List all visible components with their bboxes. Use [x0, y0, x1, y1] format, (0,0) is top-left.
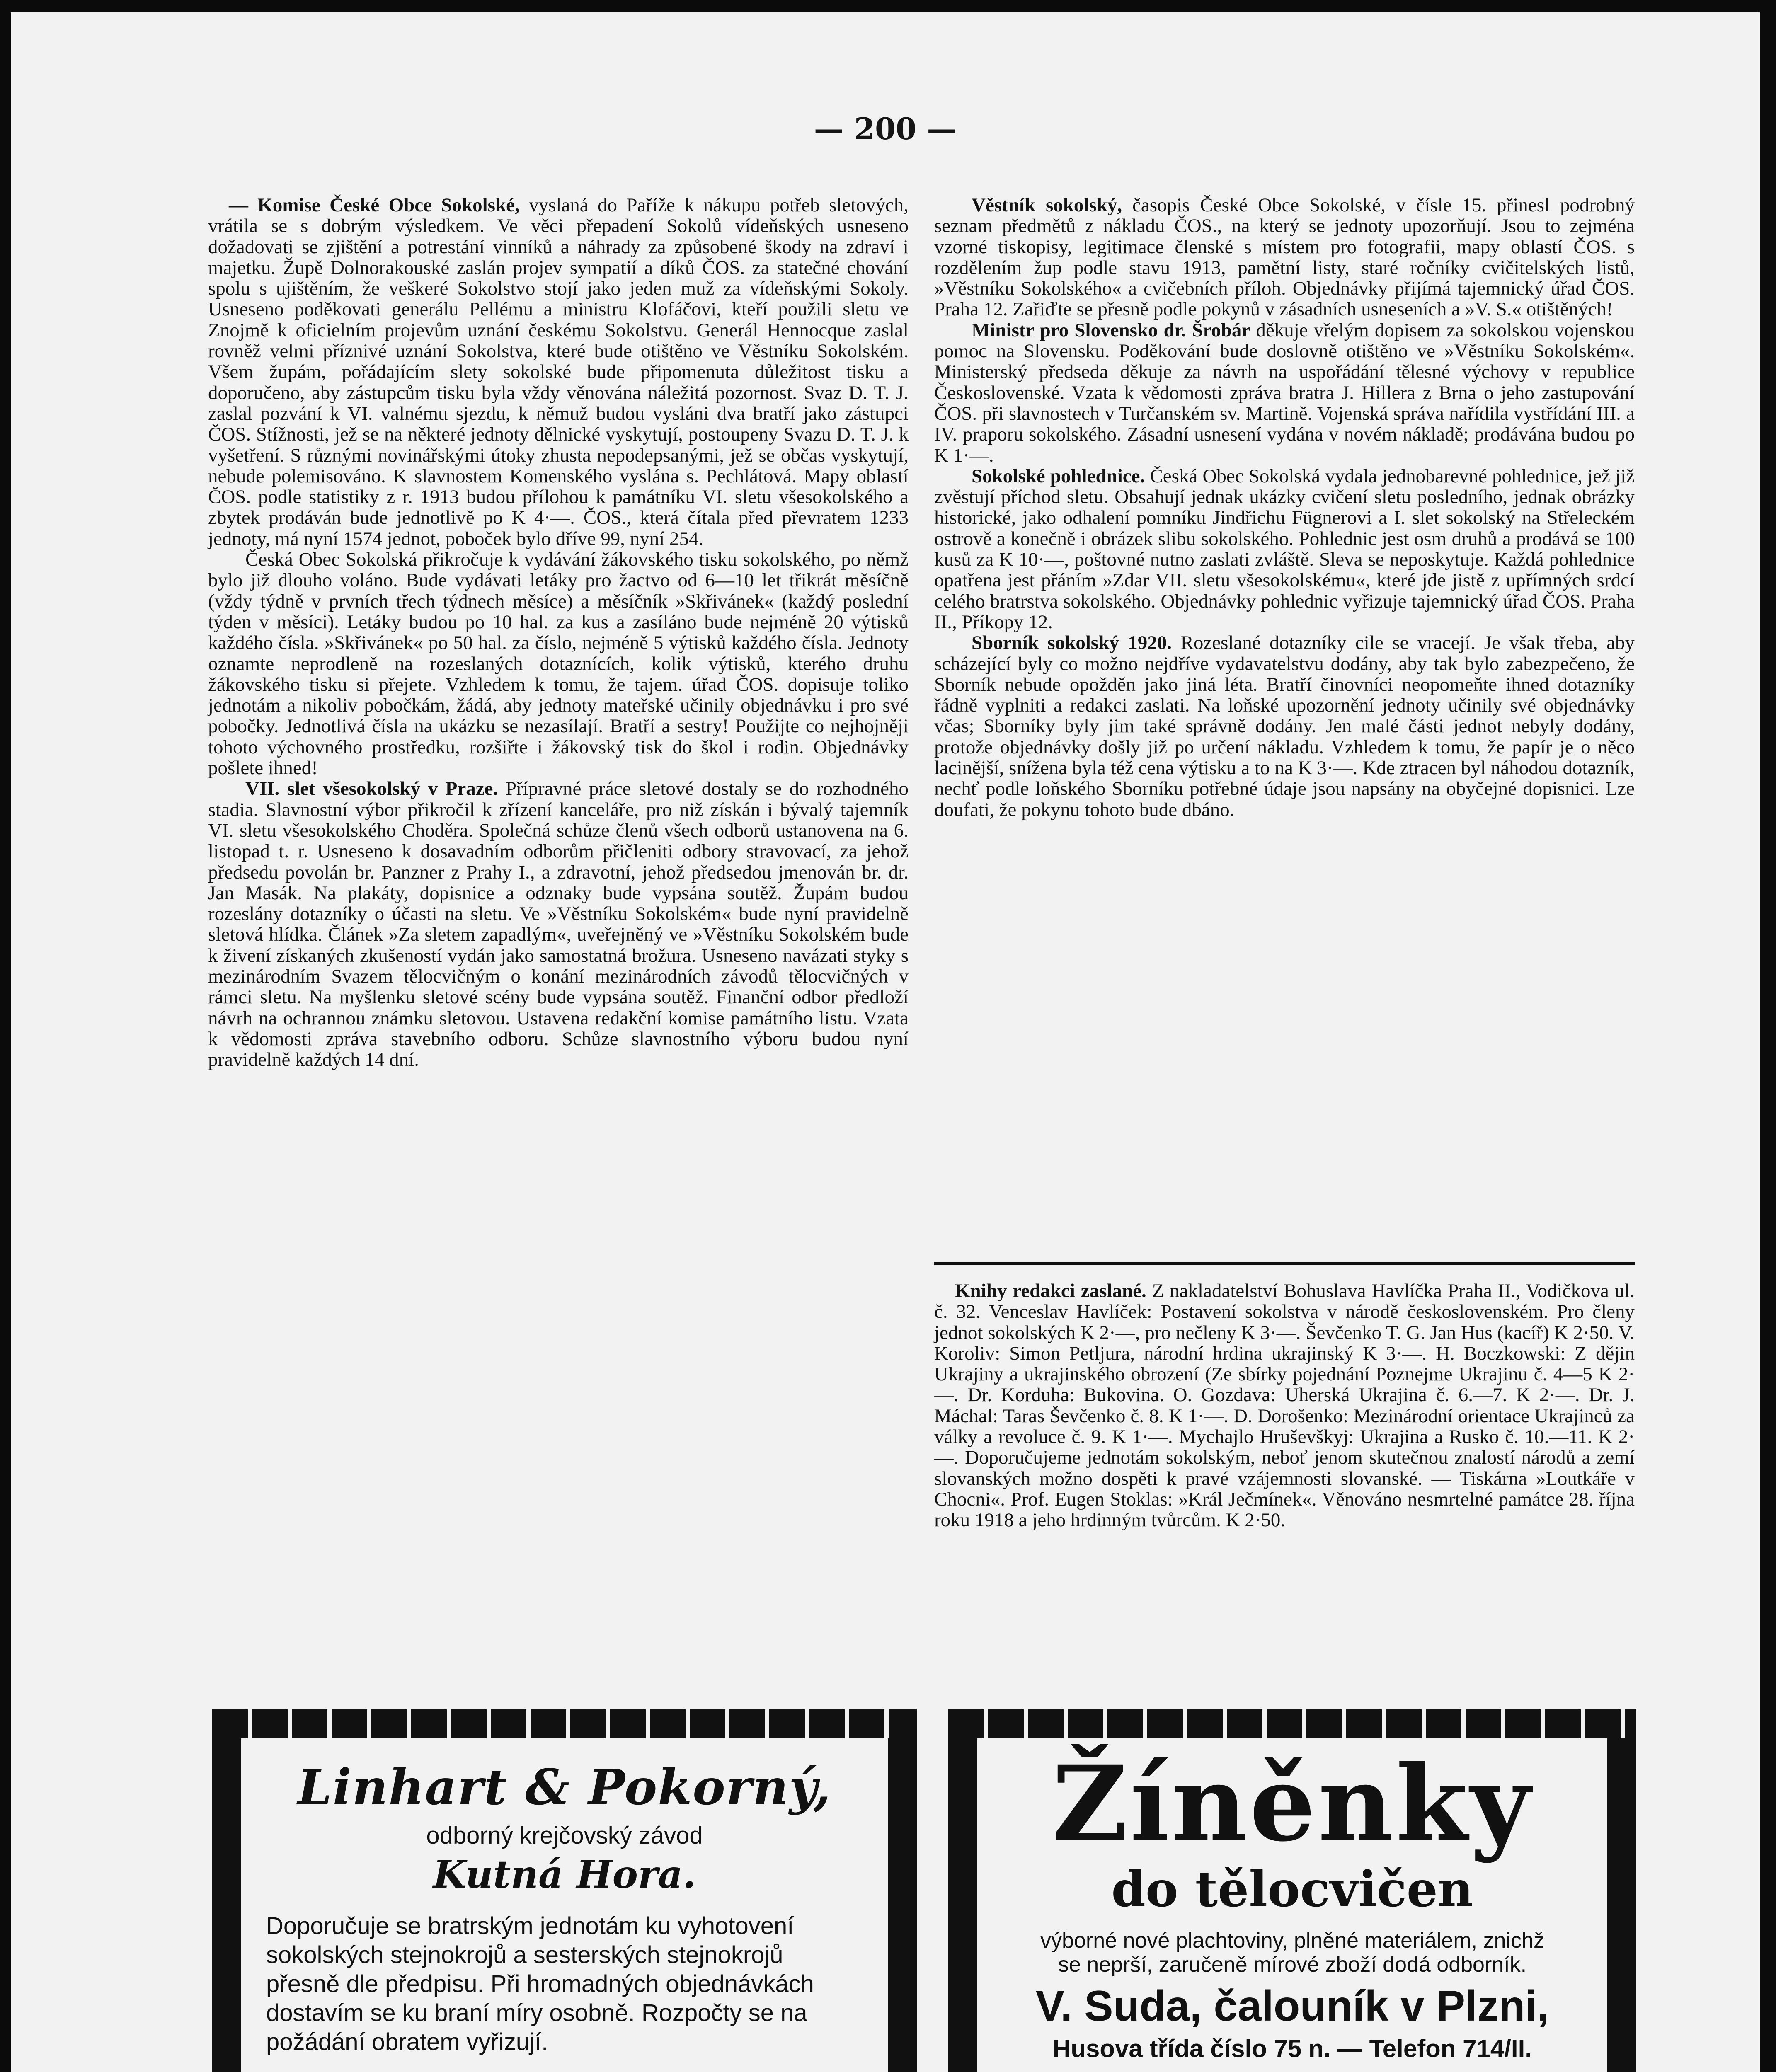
paragraph	[934, 195, 1635, 320]
paragraph-lead: Knihy redakci zaslané.	[955, 1280, 1146, 1302]
paragraph	[934, 320, 1635, 466]
ad-brand: Žíněnky	[1052, 1743, 1533, 1864]
border-bar	[212, 1709, 917, 1738]
advertisement-tailor	[212, 1709, 917, 2072]
border-bar	[948, 1709, 1636, 1738]
paragraph	[934, 1280, 1635, 1531]
advertisement-mats	[948, 1709, 1636, 2072]
ad-brand: Linhart & Pokorný,	[297, 1758, 832, 1816]
ad-content	[241, 1738, 888, 2072]
ad-town: Kutná Hora.	[433, 1852, 696, 1897]
paragraph-text: děkuje vřelým dopisem za sokolskou vojenskou pomoc na Slovensku. Poděkování bude doslovně otištěno ve »Věstníku Sokolském«. Ministerský předseda děkuje za návrh na uspořádání tělesné výchovy v republice Československé. Vzata k vědomosti zpráva bratra J. Hillera z Brna o jeho zastupování ČOS. při slavnostech v Turčanském sv. Martině. Vojenská správa nařídila vystřídání III. a IV. praporu sokolského. Zásadní usnesení vydána v novém nákladě; prodávána budou po K 1·—.	[934, 319, 1635, 466]
paragraph-lead: Ministr pro Slovensko dr. Šrobár	[972, 319, 1250, 341]
ad-subtitle: do tělocvičen	[1111, 1860, 1473, 1918]
ad-text: Doporučuje se bratrským jednotám ku vyhotovení sokolských stejnokrojů a sesterských stejnokrojů přesně dle předpisu. Při hromadných objednávkách dostavím se ku braní míry osobně. Rozpočty se na požádání obratem vyřizují.	[266, 1912, 814, 2055]
paragraph-lead: Sokolské pohlednice.	[972, 465, 1145, 487]
page-number: — 200 —	[814, 111, 957, 146]
paragraph	[208, 778, 909, 1070]
books-section	[934, 1280, 1635, 1531]
paragraph-text: Rozeslané dotazníky cile se vracejí. Je však třeba, aby scházející byly co možno nejdříve vydavatelstvu dodány, aby tak bylo zabezpečeno, že Sborník nebude opožděn jako jiná léta. Bratří činovníci neopomeňte ihned dotazníky řádně vyplniti a redakci zaslati. Na loňské upozornění jednoty učinily své objednávky včas; Sborníky byly jim také správně dodány. Jen malé části jednot nebyly dodány, protože objednávky došly již po určení nákladu. Vzhledem k tomu, že papír je o něco lacinější, snížena byla též cena výtisku a to na K 3·—. Kde ztracen byl náhodou dotazník, nechť podle loňského Sborníku potřebné údaje jsou napsány na obyčejné dopisnici. Lze doufati, že pokynu tohoto bude dbáno.	[934, 632, 1635, 821]
paragraph-text: Česká Obec Sokolská vydala jednobarevné pohlednice, jež již zvěstují příchod sletu. Obsahují jednak ukázky cvičení sletu posledního, jednak obrázky historické, jako odhalení pomníku Jindřichu Fügnerovi a I. slet sokolský na Střeleckém ostrově a konečně i obrázek slibu sokolského. Pohlednic jest osm druhů a prodává se 100 kusů za K 10·—, poštovné nutno zaslati zvláště. Sleva se neposkytuje. Každá pohlednice opatřena jest přáním »Zdar VII. sletu všesokolskému«, které jde jistě z upřímných srdcí celého bratrstva sokolského. Objednávky pohlednic vyřizuje tajemnický úřad ČOS. Praha II., Příkopy 12.	[934, 465, 1635, 633]
column-separator-rule	[934, 1262, 1635, 1265]
paragraph-text: časopis České Obce Sokolské, v čísle 15. přinesl podrobný seznam předmětů z nákladu ČOS., na který se jednoty upozorňují. Jsou to zejména vzorné tiskopisy, legitimace členské s místem pro fotografii, mapy oblastí ČOS. s rozdělením žup podle stavu 1913, pamětní listy, staré ročníky cvičitelských listů, »Věstníku Sokolského« a cvičebních příloh. Objednávky přijímá tajemnický úřad ČOS. Praha 12. Zařiďte se přesně podle pokynů v zásadních usneseních a »V. S.« otištěných!	[934, 194, 1635, 320]
paragraph	[208, 549, 909, 778]
ad-text-line: se neprší, zaručeně mírové zboží dodá odborník.	[1058, 1953, 1527, 1977]
paragraph-lead: VII. slet všesokolský v Praze.	[245, 778, 498, 800]
newspaper-page	[11, 12, 1760, 2072]
paragraph-lead: — Komise České Obce Sokolské,	[229, 194, 520, 216]
paragraph	[208, 195, 909, 549]
paragraph	[934, 632, 1635, 820]
paragraph	[934, 466, 1635, 632]
right-column	[934, 195, 1635, 820]
ad-merchant-name: V. Suda, čalouník v Plzni,	[1035, 1982, 1549, 2030]
paragraph-lead: Sborník sokolský 1920.	[972, 632, 1172, 654]
paragraph-text: Přípravné práce sletové dostaly se do rozhodného stadia. Slavnostní výbor přikročil k zřízení kanceláře, pro niž získán i bývalý tajemník VI. sletu všesokolského Choděra. Společná schůze členů všech odborů ustanovena na 6. listopad t. r. Usneseno k dosavadním odborům přičleniti odbory stravovací, za jehož předsedu povolán br. Panzner z Prahy I., a zdravotní, jehož předsedou jmenován br. dr. Jan Masák. Na plakáty, dopisnice a odznaky bude vypsána soutěž. Župám budou rozeslány dotazníky o účasti na sletu. Ve »Věstníku Sokolském« bude nyní pravidelně sletová hlídka. Článek »Za sletem zapadlým«, uveřejněný ve »Věstníku Sokolském bude k živení získaných zkušeností vydán jako samostatná brožura. Usneseno navázati styky s mezinárodním Svazem tělocvičným o konání mezinárodních závodů tělocvičných v rámci sletu. Na myšlenku sletové scény bude vypsána soutěž. Finanční odbor předloží návrh na ochrannou známku sletovou. Ustavena redakční komise památního listu. Vzata k vědomosti zpráva stavebního odboru. Schůze slavnostního výboru budou nyní pravidelně každých 14 dní.	[208, 778, 909, 1071]
paragraph-lead: Věstník sokolský,	[972, 194, 1122, 216]
paragraph-text: Z nakladatelství Bohuslava Havlíčka Praha II., Vodičkova ul. č. 32. Venceslav Havlíček: Postavení sokolstva v národě československém. Pro členy jednot sokolských K 2·—, pro nečleny K 3·—. Ševčenko T. G. Jan Hus (kacíř) K 2·50. V. Koroliv: Simon Petljura, národní hrdina ukrajinský K 3·—. H. Boczkowski: Z dějin Ukrajiny a ukrajinského obrození (Ze sbírky pojednání Poznejme Ukrajinu č. 4—5 K 2·—. Dr. Korduha: Bukovina. O. Gozdava: Uherská Ukrajina č. 6.—7. K 2·—. Dr. J. Máchal: Taras Ševčenko č. 8. K 1·—. D. Dorošenko: Mezinárodní orientace Ukrajinců za války a revoluce č. 9. K 1·—. Mychajlo Hruševškyj: Ukrajina a Rusko č. 10.—11. K 2·—. Doporučujeme jednotám sokolským, neboť jenom skutečnou znalostí národů a zemí slovanských možno dospěti k pravé vzájemnosti slovanské. — Tiskárna »Loutkáře v Chocni«. Prof. Eugen Stoklas: »Král Ječmínek«. Věnováno nesmrtelné památce 28. října roku 1918 a jeho hrdinným tvůrcům. K 2·50.	[934, 1280, 1635, 1531]
ad-subtitle: odborný krejčovský závod	[426, 1822, 703, 1849]
paragraph-text: vyslaná do Paříže k nákupu potřeb sletových, vrátila se s dobrým výsledkem. Ve věci přepadení Sokolů vídeňských usneseno dožadovati se zjištění a potrestání vinníků a náhrady za způsobené škody na zdraví i majetku. Župě Dolnorakouské zaslán projev sympatií a díků ČOS. za statečné chování spolu s ujištěním, že veškeré Sokolstvo stojí jako jeden muž za vídeňskými Sokoly. Usneseno poděkovati generálu Pellému a ministru Klofáčovi, kteří použili sletu ve Znojmě k oficielním projevům uznání českému Sokolstvu. Generál Hennocque zaslal rovněž velmi příznivé uznání Sokolstva, které bude otištěno ve Věstníku Sokolském. Všem župám, pořádajícím slety sokolské bude připomenuta důležitost tisku a doporučeno, aby zástupcům tisku byla vždy věnována náležitá pozornost. Svaz D. T. J. zaslal pozvání k VI. valnému sjezdu, k němuž budou vysláni dva bratří jako zástupci ČOS. Stížnosti, jež se na některé jednoty dělnické vyskytují, postoupeny Svazu D. T. J. k vyšetření. S různými novinářskými útoky zhusta nepodepsanými, jež se občas vyskytují, nebude polemisováno. K slavnostem Komenského vyslána s. Pechlátová. Mapy oblastí ČOS. podle statistiky z r. 1913 budou přílohou k památníku VI. sletu všesokolského a zbytek prodáván bude jednotlivě po K 4·—. ČOS., která čítala před převratem 1233 jednoty, má nyní 1574 jednot, poboček bylo dříve 99, nyní 254.	[208, 194, 909, 549]
ad-text-line: výborné nové plachtoviny, plněné materiálem, znichž	[1040, 1929, 1544, 1953]
ad-content	[977, 1738, 1607, 2072]
paragraph-text: Česká Obec Sokolská přikročuje k vydávání žákovského tisku sokolského, po němž bylo již dlouho voláno. Bude vydávati letáky pro žactvo od 6—10 let třikrát měsíčně (vždy týdně v prvních třech týdnech měsíce) a měsíčník »Skřivánek« (každý poslední týden v měsíci). Letáky budou po 10 hal. za kus a zasíláno bude nejméně 20 výtisků každého čísla. »Skřivánek« po 50 hal. za číslo, nejméně 5 výtisků každého čísla. Jednoty oznamte neprodleně na rozeslaných dotaznících, kolik výtisků, kterého druhu žákovského tisku si přejete. Vzhledem k tomu, že tajem. úřad ČOS. dopisuje toliko jednotám a nikoliv pobočkám, žádá, aby jednoty mateřské učinily objednávku i pro své pobočky. Jednotlivá čísla na ukázku se nezasílají. Bratří a sestry! Použijte co nejhojněji tohoto výchovného prostředku, rozšiřte i žákovský tisk do škol i rodin. Objednávky pošlete ihned!	[208, 549, 909, 779]
left-column	[208, 195, 909, 1070]
ad-address: Husova třída číslo 75 n. — Telefon 714/II.	[1053, 2035, 1532, 2062]
